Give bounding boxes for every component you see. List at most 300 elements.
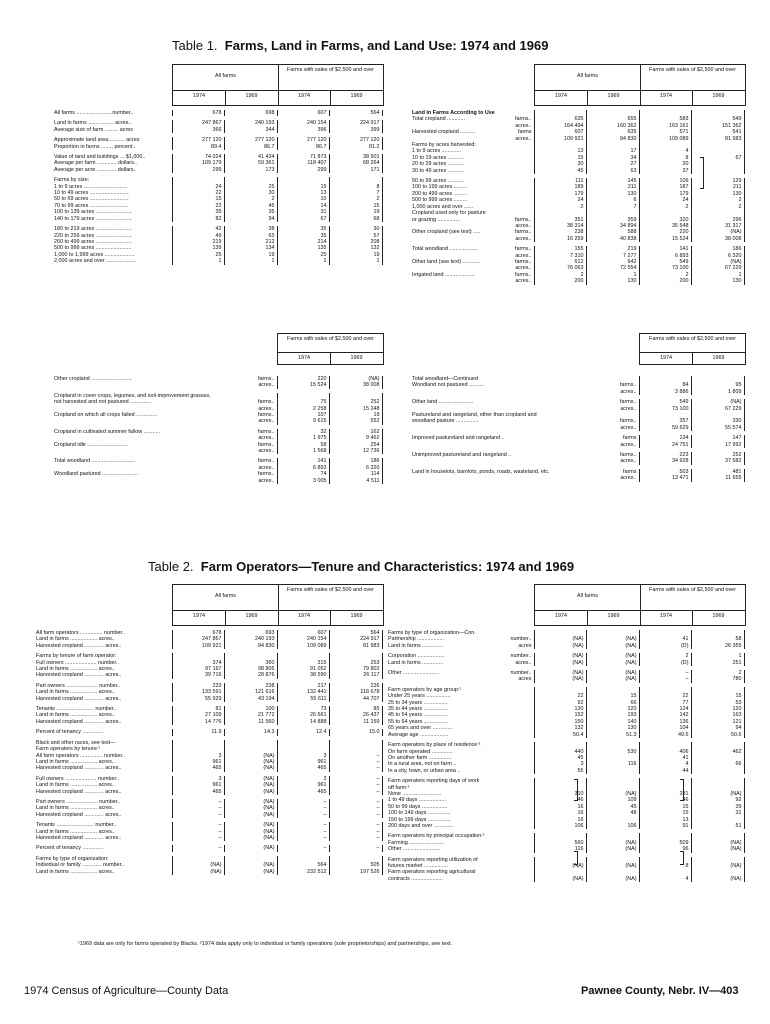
row-unit: acres.. bbox=[515, 135, 532, 142]
cell-value: 2 bbox=[534, 272, 586, 278]
row-label: Improved pastureland and rangeland .. bbox=[412, 435, 505, 442]
cell-value: 14 776 bbox=[172, 719, 224, 725]
row-label: Land in farms ........ ........ acres.. bbox=[54, 120, 132, 127]
row-label bbox=[410, 475, 604, 481]
cell-value: 9 615 bbox=[277, 418, 329, 424]
row-label: Farm operators reporting utilization of bbox=[388, 856, 478, 863]
cell-value: 509 bbox=[639, 840, 691, 846]
row-label: Tenants ......................... number.. bbox=[36, 822, 117, 829]
cell-value: (NA) bbox=[224, 782, 277, 788]
cell-value: 15 bbox=[639, 810, 691, 816]
cell-value: 111 bbox=[534, 178, 586, 184]
cell-value: 26 437 bbox=[329, 712, 382, 718]
cell-value: 6 893 bbox=[277, 465, 329, 471]
row-unit: farms.. bbox=[258, 399, 275, 406]
cell-value: 223 bbox=[639, 452, 691, 458]
cell-value: (NA) bbox=[534, 876, 586, 882]
row-label: Other cropland (see text) ..... bbox=[412, 229, 481, 236]
cell-value: (NA) bbox=[534, 636, 586, 642]
header-year: 1974 bbox=[193, 93, 205, 99]
cell-value: 15 524 bbox=[277, 382, 329, 388]
cell-value: – bbox=[329, 835, 382, 841]
table-row bbox=[52, 478, 382, 484]
cell-value: 655 bbox=[586, 116, 639, 122]
row-unit: acres.. bbox=[258, 382, 275, 389]
cell-value: 330 bbox=[691, 418, 744, 424]
cell-value: 4 bbox=[639, 148, 691, 154]
cell-value: (NA) bbox=[534, 670, 586, 676]
cell-value: 38 008 bbox=[691, 236, 744, 242]
cell-value: 17 bbox=[586, 148, 639, 154]
cell-value: 132 441 bbox=[277, 689, 329, 695]
cell-value: 43 194 bbox=[224, 696, 277, 702]
cell-value: (NA) bbox=[224, 845, 277, 851]
cell-value: 59 361 bbox=[224, 160, 277, 166]
cell-value: 2 bbox=[691, 197, 744, 203]
row-label: On farm operated .............. bbox=[388, 748, 453, 755]
row-unit: farms.. bbox=[258, 412, 275, 419]
row-label: Farm operators by principal occupation:¹ bbox=[388, 833, 485, 840]
cell-value: 31 bbox=[691, 810, 744, 816]
cell-value: 68 bbox=[329, 216, 382, 222]
lower-right-header bbox=[639, 333, 746, 365]
cell-value: 2 bbox=[639, 272, 691, 278]
row-unit: acres.. bbox=[258, 418, 275, 425]
cell-value: – bbox=[172, 812, 224, 818]
cell-value: 3 886 bbox=[639, 389, 691, 395]
cell-value: 635 bbox=[586, 129, 639, 135]
row-label: Corporation .................. bbox=[388, 653, 445, 660]
row-label: Other land ....................... bbox=[412, 399, 474, 406]
row-label: 70 to 99 acres .......................... bbox=[54, 202, 129, 209]
cell-value: 121 bbox=[691, 719, 744, 725]
cell-value: 140 bbox=[586, 719, 639, 725]
cell-value: 186 bbox=[329, 458, 382, 464]
cell-value: 76 063 bbox=[534, 265, 586, 271]
cell-value: 588 bbox=[586, 229, 639, 235]
header-year: 1969 bbox=[712, 93, 725, 99]
cell-value: – bbox=[329, 765, 382, 771]
cell-value: 7 310 bbox=[534, 253, 586, 259]
row-label: Tenants ......................... number.. bbox=[36, 706, 117, 713]
header-year: 1969 bbox=[607, 93, 620, 99]
cell-value: 73 bbox=[277, 706, 329, 712]
row-label: In a rural area, not on farm .. bbox=[388, 761, 457, 768]
cell-value: 481 bbox=[691, 469, 744, 475]
cell-value: 11 655 bbox=[691, 475, 744, 481]
cell-value: 200 bbox=[534, 278, 586, 284]
row-label: Other ........................ bbox=[388, 670, 439, 677]
cell-value: (NA) bbox=[224, 799, 277, 805]
cell-value: 130 bbox=[586, 191, 639, 197]
row-unit: farms.. bbox=[515, 216, 532, 223]
row-unit: acres.. bbox=[258, 435, 275, 442]
cell-value: 780 bbox=[691, 676, 744, 682]
cell-value: – bbox=[277, 822, 329, 828]
cell-value: 2 bbox=[691, 670, 744, 676]
row-label: 260 to 499 acres ........................ bbox=[54, 238, 132, 245]
cell-value: 226 bbox=[329, 683, 382, 689]
header-year-divider bbox=[692, 90, 693, 105]
row-label: Individual or family ............. number.. bbox=[36, 862, 125, 869]
cell-value: – bbox=[329, 782, 382, 788]
cell-value: (NA) bbox=[224, 753, 277, 759]
cell-value: – bbox=[639, 670, 691, 676]
header-all-farms: All farms bbox=[215, 593, 236, 599]
row-label: Other land (see text) ............ bbox=[412, 258, 481, 265]
cell-value: 132 bbox=[534, 725, 586, 731]
cell-value: 440 bbox=[534, 749, 586, 755]
cell-value: 607 bbox=[534, 129, 586, 135]
row-label: Land in houselots, barnlots, ponds, roads, wasteland, etc. bbox=[412, 468, 550, 475]
cell-value: (NA) bbox=[586, 846, 639, 852]
cell-value: (NA) bbox=[224, 789, 277, 795]
cell-value: (NA) bbox=[691, 876, 744, 882]
cell-value: 38 501 bbox=[329, 154, 382, 160]
row-label: 50 to 69 acres .......................... bbox=[54, 196, 129, 203]
cell-value: 121 616 bbox=[224, 689, 277, 695]
row-unit: farms.. bbox=[258, 428, 275, 435]
data-table bbox=[410, 376, 745, 482]
cell-value: 147 bbox=[691, 435, 744, 441]
cell-value: (NA) bbox=[224, 812, 277, 818]
row-label: Cropland on which all crops failed .............. bbox=[54, 412, 158, 419]
cell-value: 4 bbox=[639, 876, 691, 882]
cell-value: 141 bbox=[277, 458, 329, 464]
cell-value: 63 bbox=[224, 233, 277, 239]
table2-title-prefix: Table 2. bbox=[148, 559, 194, 574]
cell-value: 92 bbox=[534, 700, 586, 706]
header-year: 1974 bbox=[660, 613, 672, 619]
cell-value: 22 bbox=[172, 190, 224, 196]
cell-value: 214 bbox=[277, 239, 329, 245]
cell-value: 549 bbox=[639, 259, 691, 265]
cell-value: 583 bbox=[639, 116, 691, 122]
cell-value: 15 bbox=[691, 693, 744, 699]
cell-value: 299 bbox=[277, 167, 329, 173]
row-label: On another farm ............... bbox=[388, 754, 452, 761]
row-label: Proportion in farms ........ percent.. bbox=[54, 143, 136, 150]
cell-value: 15 524 bbox=[639, 236, 691, 242]
row-label: Land in farms .................. acres.. bbox=[36, 782, 115, 789]
cell-value: 238 bbox=[224, 683, 277, 689]
row-label: Harvested cropland ............. acres.. bbox=[36, 672, 122, 679]
cell-value: 75 bbox=[277, 399, 329, 405]
cell-value: 50.6 bbox=[691, 732, 744, 738]
cell-value: 320 bbox=[639, 217, 691, 223]
cell-value: 116 bbox=[586, 761, 639, 767]
cell-value: 200 bbox=[639, 278, 691, 284]
row-label: Cropland used only for pasture bbox=[412, 210, 486, 217]
cell-value: 15 248 bbox=[329, 406, 382, 412]
row-label: Farm operators by place of residence:¹ bbox=[388, 742, 481, 749]
cell-value: (NA) bbox=[691, 259, 744, 265]
row-label: Harvested cropland .......... bbox=[412, 129, 476, 136]
cell-value: 71 873 bbox=[277, 154, 329, 160]
cell-value: 38 314 bbox=[534, 223, 586, 229]
row-label: Irrigated land .................... bbox=[412, 271, 475, 278]
row-label: Under 25 years ................ bbox=[388, 693, 451, 700]
cell-value: 612 bbox=[534, 259, 586, 265]
table-row bbox=[52, 258, 382, 264]
row-label: Harvested cropland ............. acres.. bbox=[36, 765, 122, 772]
row-label: 1,000 to 1,999 acres .................... bbox=[54, 251, 135, 258]
cell-value: 109 921 bbox=[534, 136, 586, 142]
cell-value: (NA) bbox=[534, 643, 586, 649]
cell-value: 25 bbox=[224, 184, 277, 190]
cell-value: 9 462 bbox=[329, 435, 382, 441]
header-year: 1974 bbox=[555, 613, 567, 619]
row-label: 200 to 499 acres ......... bbox=[412, 190, 468, 197]
cell-value: 120 bbox=[691, 706, 744, 712]
table2-title-main: Farm Operators—Tenure and Characteristics: 1974 and 1969 bbox=[200, 559, 575, 574]
cell-value: 84 830 bbox=[224, 643, 277, 649]
cell-value: 39 bbox=[691, 804, 744, 810]
data-table bbox=[52, 376, 383, 484]
cell-value: 3 bbox=[534, 761, 586, 767]
header-farms-with-sales: Farms with sales of $2,500 and over bbox=[287, 336, 374, 342]
row-label: 500 to 999 acres ......... bbox=[412, 197, 468, 204]
cell-value: 8 bbox=[329, 184, 382, 190]
row-label: All farm operators ............... number.. bbox=[36, 752, 125, 759]
cell-value: 91 bbox=[639, 823, 691, 829]
row-label: 1 to 49 days .................. bbox=[388, 797, 446, 804]
cell-value: 85 bbox=[329, 706, 382, 712]
row-unit: acres bbox=[518, 676, 532, 683]
row-unit: acres.. bbox=[620, 475, 637, 482]
cell-value: 45 bbox=[534, 168, 586, 174]
cell-value: 67 bbox=[277, 216, 329, 222]
row-unit: farms.. bbox=[515, 116, 532, 123]
table1-title-main: Farms, Land in Farms, and Land Use: 1974 and 1969 bbox=[224, 38, 549, 53]
footer-right: Pawnee County, Nebr. IV—403 bbox=[581, 985, 739, 997]
header-year: 1969 bbox=[245, 613, 258, 619]
cell-value: 41 bbox=[639, 636, 691, 642]
row-label: Farms by type of organization: bbox=[36, 855, 109, 862]
row-label: 50 to 99 days ................. bbox=[388, 803, 448, 810]
cell-value: 27 109 bbox=[172, 712, 224, 718]
row-label bbox=[52, 478, 242, 484]
cell-value: 35 bbox=[277, 226, 329, 232]
header-year: 1969 bbox=[712, 355, 725, 361]
cell-value: 37 582 bbox=[691, 458, 744, 464]
cell-value: 1 bbox=[691, 272, 744, 278]
cell-value: 16 259 bbox=[534, 236, 586, 242]
cell-value: 30 bbox=[534, 161, 586, 167]
cell-value: 15 bbox=[534, 155, 586, 161]
cell-value: 53 bbox=[691, 700, 744, 706]
header-year-divider bbox=[330, 90, 331, 105]
cell-value: 35 bbox=[277, 233, 329, 239]
cell-value: 41 434 bbox=[224, 154, 277, 160]
cell-value: (NA) bbox=[691, 863, 744, 869]
cell-value: 187 bbox=[639, 184, 691, 190]
cell-value: 173 bbox=[224, 167, 277, 173]
cell-value: 73 100 bbox=[639, 406, 691, 412]
cell-value: 224 917 bbox=[329, 120, 382, 126]
cell-value: 6 893 bbox=[639, 253, 691, 259]
cell-value: 45 bbox=[586, 804, 639, 810]
cell-value: 67 229 bbox=[691, 265, 744, 271]
row-label: Land in farms .................. acres.. bbox=[36, 828, 115, 835]
cell-value: 25 bbox=[172, 252, 224, 258]
cell-value: 465 bbox=[277, 765, 329, 771]
cell-value: 162 bbox=[329, 429, 382, 435]
row-unit: acres.. bbox=[620, 458, 637, 465]
row-unit: acres.. bbox=[258, 464, 275, 471]
cell-value: 86.7 bbox=[224, 144, 277, 150]
cell-value: 51.3 bbox=[586, 732, 639, 738]
cell-value: 22 bbox=[639, 693, 691, 699]
cell-value: 366 bbox=[172, 127, 224, 133]
cell-value: 16 bbox=[534, 810, 586, 816]
cell-value: 1 bbox=[224, 258, 277, 264]
row-label bbox=[410, 278, 500, 284]
bracket bbox=[574, 851, 578, 865]
cell-value: 30 bbox=[224, 190, 277, 196]
cell-value: 35 bbox=[172, 209, 224, 215]
row-label: All farm operators ............... number.. bbox=[36, 630, 125, 636]
header-year: 1974 bbox=[555, 93, 567, 99]
cell-value: (NA) bbox=[586, 670, 639, 676]
cell-value: 28 876 bbox=[224, 672, 277, 678]
cell-value: 24 bbox=[534, 197, 586, 203]
cell-value: (NA) bbox=[691, 791, 744, 797]
cell-value: 38 bbox=[224, 226, 277, 232]
row-unit: farms.. bbox=[515, 271, 532, 278]
cell-value: 73 100 bbox=[639, 265, 691, 271]
row-label: contracts ..................... bbox=[388, 875, 443, 882]
row-label: Harvested cropland ............. acres.. bbox=[36, 695, 122, 702]
row-unit: farms bbox=[623, 435, 637, 442]
cell-value: 26 661 bbox=[277, 712, 329, 718]
row-unit: farms.. bbox=[620, 399, 637, 406]
cell-value: 130 bbox=[586, 725, 639, 731]
row-label: Percent of tenancy .............. bbox=[36, 729, 104, 736]
cell-value: 238 bbox=[534, 229, 586, 235]
table1-title bbox=[172, 38, 548, 53]
row-label: not harvested and not pastured .............. bbox=[54, 399, 152, 406]
cell-value: 26 355 bbox=[691, 643, 744, 649]
cell-value: – bbox=[172, 822, 224, 828]
row-label: All farms ........................number.. bbox=[54, 110, 134, 116]
header-all-farms: All farms bbox=[577, 593, 598, 599]
cell-value: 277 120 bbox=[172, 137, 224, 143]
row-label: Farms by tenure of farm operator: bbox=[36, 653, 117, 660]
cell-value: – bbox=[172, 829, 224, 835]
cell-value: 698 bbox=[224, 110, 277, 116]
row-label: 180 to 219 acres ........................ bbox=[54, 226, 132, 233]
cell-value: 50.4 bbox=[534, 732, 586, 738]
cell-value: 72 554 bbox=[586, 265, 639, 271]
cell-value: 961 bbox=[277, 759, 329, 765]
row-unit: acres.. bbox=[515, 235, 532, 242]
row-label: Average per acre ............. dollars.. bbox=[54, 166, 137, 173]
cell-value: 197 526 bbox=[329, 869, 382, 875]
cell-value: 15.0 bbox=[329, 729, 382, 735]
cell-value: 109 179 bbox=[172, 160, 224, 166]
cell-value: 1 bbox=[277, 258, 329, 264]
cell-value: 19 bbox=[329, 252, 382, 258]
cell-value: 41 bbox=[639, 755, 691, 761]
row-label: Farm operators by age group:¹ bbox=[388, 686, 462, 693]
row-label: Woodland pastured ........................ bbox=[54, 471, 139, 478]
row-label: 55 to 64 years ................ bbox=[388, 718, 448, 725]
row-unit: acres bbox=[518, 642, 532, 649]
cell-value: 141 bbox=[639, 246, 691, 252]
cell-value: (D) bbox=[639, 643, 691, 649]
cell-value: 2 bbox=[534, 204, 586, 210]
cell-value: (NA) bbox=[691, 229, 744, 235]
row-label: Land in Farms According to Use bbox=[412, 110, 495, 116]
cell-value: 11 159 bbox=[329, 719, 382, 725]
row-unit: acres.. bbox=[620, 441, 637, 448]
row-label: Cropland idle ........................... bbox=[54, 441, 128, 448]
cell-value: 109 089 bbox=[639, 136, 691, 142]
cell-value: 39 716 bbox=[172, 672, 224, 678]
cell-value: 17 992 bbox=[691, 442, 744, 448]
cell-value: 22 bbox=[534, 693, 586, 699]
row-label: Farms by type of organization—Con. bbox=[388, 630, 476, 636]
cell-value: 24 751 bbox=[639, 442, 691, 448]
cell-value: (NA) bbox=[224, 805, 277, 811]
cell-value: 97 167 bbox=[172, 666, 224, 672]
row-label: 1 to 9 acres ............................. bbox=[54, 183, 128, 190]
cell-value: 116 bbox=[534, 846, 586, 852]
cell-value: 13 471 bbox=[639, 475, 691, 481]
cell-value: 92 bbox=[691, 797, 744, 803]
row-label: Other ......................... bbox=[388, 846, 441, 853]
cell-value: 24 bbox=[639, 197, 691, 203]
row-label: Average per farm ............. dollars.. bbox=[54, 160, 137, 167]
data-table bbox=[410, 110, 745, 285]
cell-value: 160 362 bbox=[586, 123, 639, 129]
cell-value: 81.2 bbox=[329, 144, 382, 150]
row-unit: farms.. bbox=[620, 418, 637, 425]
row-label: or grazing ............... bbox=[412, 216, 460, 223]
cell-value: 84 830 bbox=[586, 136, 639, 142]
cell-value: 104 bbox=[639, 725, 691, 731]
row-unit: farms.. bbox=[515, 246, 532, 253]
cell-value: 4 511 bbox=[329, 478, 382, 484]
cell-value: 163 161 bbox=[639, 123, 691, 129]
cell-value: 130 bbox=[691, 191, 744, 197]
cell-value: 26 117 bbox=[329, 672, 382, 678]
cell-value: 560 bbox=[534, 840, 586, 846]
cell-value: 27 bbox=[586, 161, 639, 167]
cell-value: 212 bbox=[224, 239, 277, 245]
cell-value: 247 867 bbox=[172, 120, 224, 126]
row-label: Part owners ..................... number.. bbox=[36, 798, 121, 805]
cell-value: 15 bbox=[639, 804, 691, 810]
cell-value: 130 bbox=[586, 278, 639, 284]
cell-value: 406 bbox=[639, 749, 691, 755]
cell-value: 98 805 bbox=[224, 666, 277, 672]
cell-value: 81 983 bbox=[329, 643, 382, 649]
data-table bbox=[52, 110, 383, 265]
cell-value: 59 629 bbox=[639, 425, 691, 431]
header-year: 1974 bbox=[660, 93, 672, 99]
cell-value: 79 802 bbox=[329, 666, 382, 672]
cell-value: 45 bbox=[534, 755, 586, 761]
row-label: In a city, town, or urban area .. bbox=[388, 767, 461, 774]
header-rule bbox=[535, 610, 745, 611]
cell-value: 607 bbox=[277, 630, 329, 636]
cell-value: 57 bbox=[329, 233, 382, 239]
cell-value: 3 005 bbox=[277, 478, 329, 484]
cell-value: (NA) bbox=[224, 869, 277, 875]
cell-value: 44 707 bbox=[329, 696, 382, 702]
